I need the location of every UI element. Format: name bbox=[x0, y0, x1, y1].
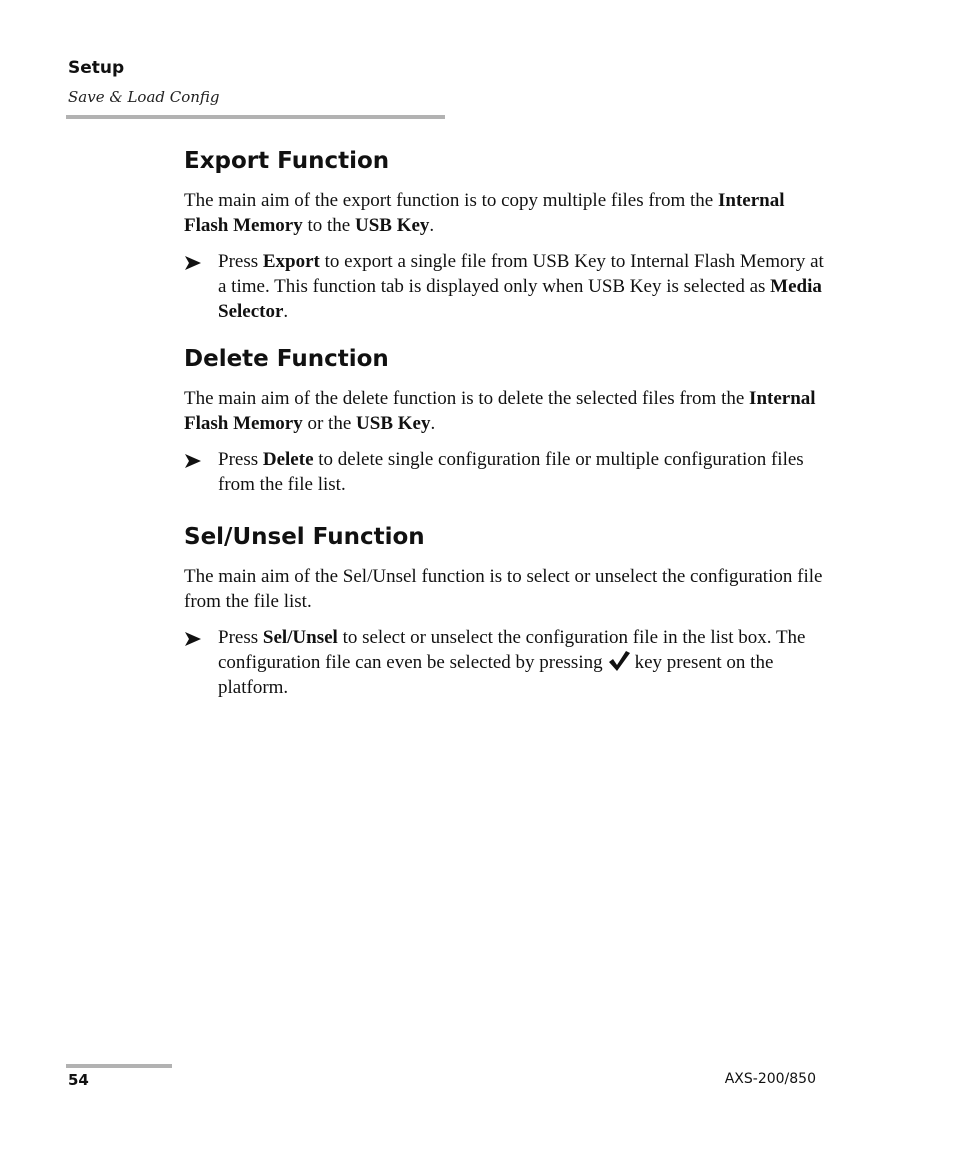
selunsel-section bbox=[184, 522, 824, 700]
running-header-subtitle: Save & Load Config bbox=[68, 88, 220, 106]
selunsel-bullet: Press Sel/Unsel to select or unselect the configuration file in the list box. The configuration file can even be selected by pressing key present on the platform. bbox=[184, 625, 824, 700]
checkmark-key-icon bbox=[607, 650, 631, 672]
page-content bbox=[184, 146, 824, 700]
footer-rule bbox=[66, 1064, 172, 1068]
page-number: 54 bbox=[68, 1071, 89, 1089]
export-section bbox=[184, 146, 824, 324]
arrow-bullet-icon bbox=[184, 255, 202, 271]
arrow-bullet-icon bbox=[184, 453, 202, 469]
selunsel-heading: Sel/Unsel Function bbox=[184, 524, 425, 550]
selunsel-intro: The main aim of the Sel/Unsel function is to select or unselect the configuration file from the file list. bbox=[184, 566, 823, 612]
delete-heading: Delete Function bbox=[184, 346, 389, 372]
running-header-title: Setup bbox=[68, 58, 125, 78]
export-intro: The main aim of the export function is to copy multiple files from the Internal Flash Memory to the USB Key. bbox=[184, 190, 785, 236]
header-rule bbox=[66, 115, 445, 119]
arrow-bullet-icon bbox=[184, 631, 202, 647]
delete-intro: The main aim of the delete function is to delete the selected files from the Internal Flash Memory or the USB Key. bbox=[184, 388, 816, 434]
delete-bullet: Press Delete to delete single configuration file or multiple configuration files from the file list. bbox=[184, 447, 824, 497]
delete-section bbox=[184, 344, 824, 497]
export-bullet: Press Export to export a single file from USB Key to Internal Flash Memory at a time. This function tab is displayed only when USB Key is selected as Media Selector. bbox=[184, 249, 824, 324]
export-heading: Export Function bbox=[184, 148, 390, 174]
product-name: AXS-200/850 bbox=[724, 1071, 816, 1087]
